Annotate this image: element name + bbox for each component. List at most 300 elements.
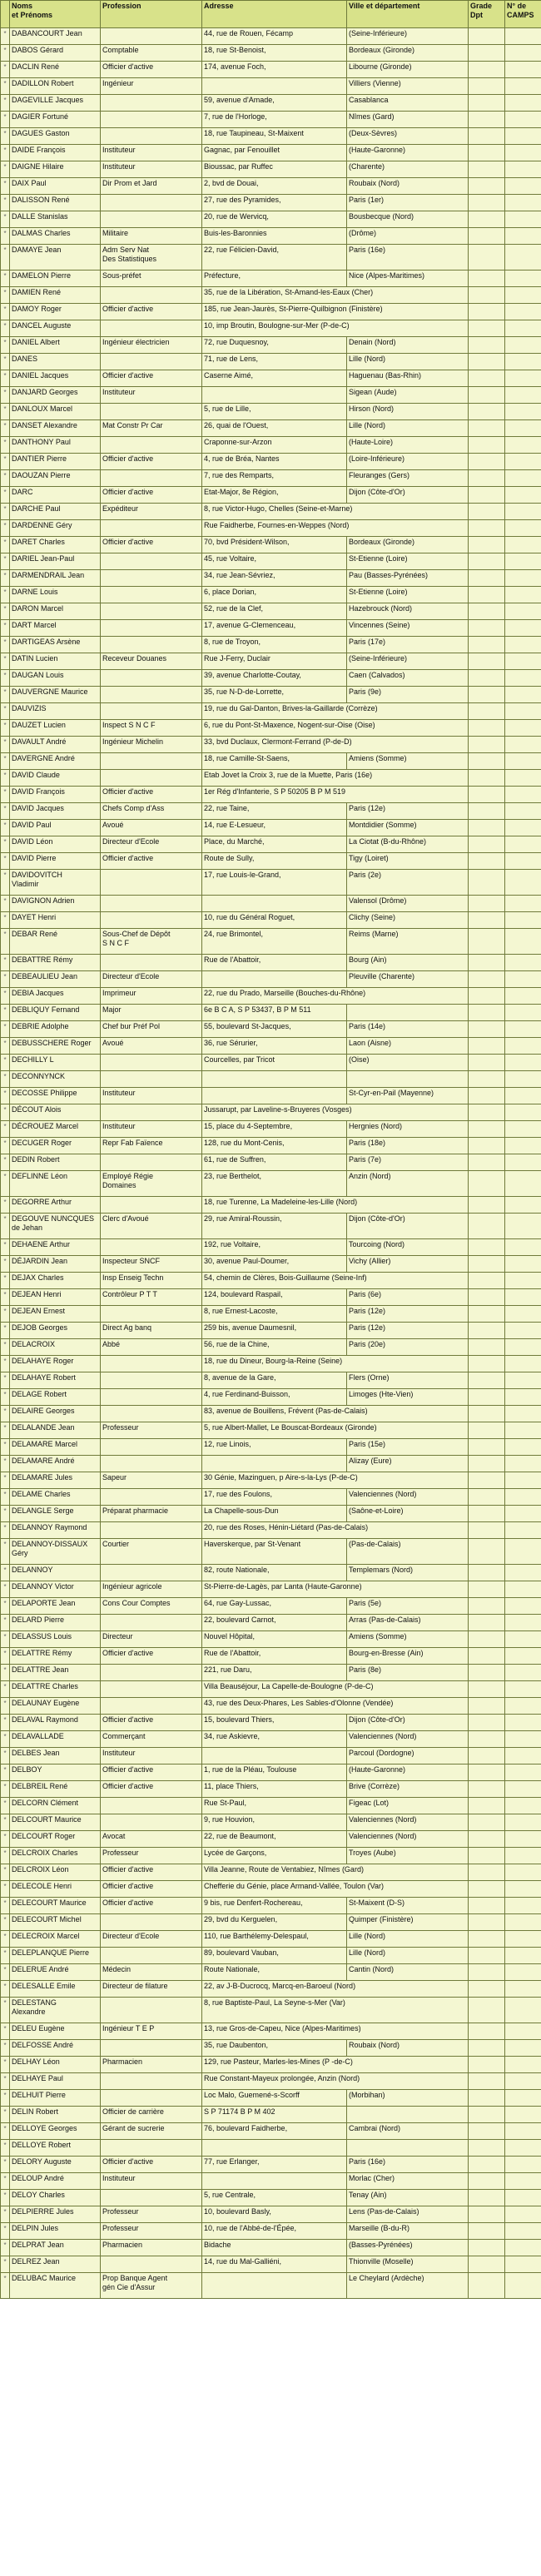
- row-mark: *: [1, 2256, 10, 2273]
- camps-cell: [505, 1121, 541, 1138]
- grade-cell: [469, 95, 505, 112]
- camps-cell: [505, 912, 541, 929]
- row-mark: *: [1, 78, 10, 95]
- camps-cell: [505, 1814, 541, 1831]
- table-row: [1, 454, 541, 470]
- address-cell: 36, rue Sérurier,: [202, 1038, 347, 1055]
- address-cell: [202, 1088, 347, 1104]
- grade-cell: [469, 803, 505, 820]
- table-row: [1, 1021, 541, 1038]
- grade-cell: [469, 1598, 505, 1615]
- address-cell: 15, boulevard Thiers,: [202, 1715, 347, 1731]
- person-name: DANSET Alexandre: [10, 420, 101, 437]
- profession-cell: [101, 753, 202, 770]
- row-mark: *: [1, 1898, 10, 1914]
- camps-cell: [505, 1439, 541, 1456]
- profession-cell: [101, 1389, 202, 1406]
- city-cell: Paris (18e): [347, 1138, 469, 1154]
- address-cell: Lycée de Garçons,: [202, 1848, 347, 1864]
- city-cell: (Loire-Inférieure): [347, 454, 469, 470]
- row-mark: *: [1, 2223, 10, 2240]
- row-mark: *: [1, 2240, 10, 2256]
- row-mark: *: [1, 1681, 10, 1698]
- address-cell: Etab Jovet la Croix 3, rue de la Muette, Paris (16e): [202, 770, 469, 787]
- camps-cell: [505, 287, 541, 304]
- profession-cell: [101, 1998, 202, 2023]
- person-name: DADILLON Robert: [10, 78, 101, 95]
- table-row: [1, 1898, 541, 1914]
- grade-cell: [469, 1914, 505, 1931]
- person-name: DEFLINNE Léon: [10, 1171, 101, 1197]
- table-row: [1, 753, 541, 770]
- city-cell: (Morbihan): [347, 2090, 469, 2107]
- city-cell: Morlac (Cher): [347, 2173, 469, 2190]
- address-cell: 259 bis, avenue Daumesnil,: [202, 1323, 347, 1339]
- person-name: DAUVIZIS: [10, 703, 101, 720]
- city-cell: [347, 1071, 469, 1088]
- city-cell: Hirson (Nord): [347, 404, 469, 420]
- camps-cell: [505, 1472, 541, 1489]
- grade-cell: [469, 287, 505, 304]
- profession-cell: [101, 95, 202, 112]
- profession-cell: Receveur Douanes: [101, 653, 202, 670]
- address-cell: 4, rue Ferdinand-Buisson,: [202, 1389, 347, 1406]
- grade-cell: [469, 637, 505, 653]
- camps-cell: [505, 603, 541, 620]
- person-name: DEGORRE Arthur: [10, 1197, 101, 1214]
- grade-cell: [469, 1439, 505, 1456]
- table-row: [1, 1472, 541, 1489]
- address-cell: 82, route Nationale,: [202, 1565, 347, 1581]
- table-row: [1, 370, 541, 387]
- city-cell: Paris (12e): [347, 803, 469, 820]
- person-name: DAGIER Fortuné: [10, 112, 101, 128]
- grade-cell: [469, 687, 505, 703]
- camps-cell: [505, 1715, 541, 1731]
- table-row: [1, 2223, 541, 2240]
- table-row: [1, 2023, 541, 2040]
- profession-cell: Ingénieur Michelin: [101, 737, 202, 753]
- row-mark: *: [1, 1005, 10, 1021]
- city-cell: Figeac (Lot): [347, 1798, 469, 1814]
- profession-cell: Directeur d'Ecole: [101, 971, 202, 988]
- header-profession: Profession: [101, 1, 202, 28]
- person-name: DANTHONY Paul: [10, 437, 101, 454]
- profession-cell: Adm Serv Nat Des Statistiques: [101, 245, 202, 271]
- row-mark: *: [1, 1239, 10, 1256]
- profession-cell: Militaire: [101, 228, 202, 245]
- row-mark: *: [1, 504, 10, 520]
- person-name: DALLE Stanislas: [10, 211, 101, 228]
- camps-cell: [505, 587, 541, 603]
- grade-cell: [469, 770, 505, 787]
- grade-cell: [469, 420, 505, 437]
- table-row: [1, 62, 541, 78]
- address-cell: 26, quai de l'Ouest,: [202, 420, 347, 437]
- city-cell: Paris (9e): [347, 687, 469, 703]
- profession-cell: Avocat: [101, 1831, 202, 1848]
- profession-cell: Officier d'active: [101, 787, 202, 803]
- camps-cell: [505, 1356, 541, 1372]
- grade-cell: [469, 354, 505, 370]
- profession-cell: Instituteur: [101, 387, 202, 404]
- person-name: DELAMARE Jules: [10, 1472, 101, 1489]
- camps-cell: [505, 1489, 541, 1506]
- camps-cell: [505, 803, 541, 820]
- row-mark: *: [1, 1665, 10, 1681]
- camps-cell: [505, 1898, 541, 1914]
- address-cell: 34, rue Jean-Sévriez,: [202, 570, 347, 587]
- grade-cell: [469, 320, 505, 337]
- row-mark: *: [1, 1489, 10, 1506]
- camps-cell: [505, 1289, 541, 1306]
- row-mark: *: [1, 1273, 10, 1289]
- city-cell: Anzin (Nord): [347, 1171, 469, 1197]
- table-row: [1, 228, 541, 245]
- profession-cell: [101, 2140, 202, 2157]
- address-cell: Rue de l'Abattoir,: [202, 955, 347, 971]
- person-name: DELOY Charles: [10, 2190, 101, 2206]
- city-cell: Paris (16e): [347, 2157, 469, 2173]
- table-row: [1, 670, 541, 687]
- row-mark: *: [1, 62, 10, 78]
- person-name: DELEU Eugène: [10, 2023, 101, 2040]
- profession-cell: Chef bur Préf Pol: [101, 1021, 202, 1038]
- camps-cell: [505, 1581, 541, 1598]
- table-row: [1, 988, 541, 1005]
- profession-cell: [101, 1615, 202, 1631]
- row-mark: *: [1, 620, 10, 637]
- row-mark: *: [1, 1256, 10, 1273]
- person-name: DAVID Pierre: [10, 853, 101, 870]
- person-name: DARNE Louis: [10, 587, 101, 603]
- header-city: Ville et département: [347, 1, 469, 28]
- row-mark: *: [1, 1598, 10, 1615]
- table-row: [1, 2240, 541, 2256]
- row-mark: *: [1, 161, 10, 178]
- row-mark: *: [1, 2040, 10, 2057]
- address-cell: Haverskerque, par St-Venant: [202, 1539, 347, 1565]
- grade-cell: [469, 929, 505, 955]
- table-row: [1, 1306, 541, 1323]
- row-mark: *: [1, 1831, 10, 1848]
- camps-cell: [505, 2173, 541, 2190]
- person-name: DAVERGNE André: [10, 753, 101, 770]
- person-name: DELHUIT Pierre: [10, 2090, 101, 2107]
- address-cell: 14, rue E-Lesueur,: [202, 820, 347, 836]
- profession-cell: Chefs Comp d'Ass: [101, 803, 202, 820]
- grade-cell: [469, 2090, 505, 2107]
- camps-cell: [505, 1055, 541, 1071]
- profession-cell: Ingénieur électricien: [101, 337, 202, 354]
- person-name: DAIGNE Hilaire: [10, 161, 101, 178]
- person-name: DEDIN Robert: [10, 1154, 101, 1171]
- camps-cell: [505, 1406, 541, 1422]
- grade-cell: [469, 1522, 505, 1539]
- row-mark: *: [1, 1914, 10, 1931]
- city-cell: Le Cheylard (Ardèche): [347, 2273, 469, 2299]
- grade-cell: [469, 1289, 505, 1306]
- person-name: DAUGAN Louis: [10, 670, 101, 687]
- address-cell: 44, rue de Rouen, Fécamp: [202, 28, 347, 45]
- table-row: [1, 971, 541, 988]
- table-row: [1, 787, 541, 803]
- row-mark: *: [1, 1998, 10, 2023]
- table-row: [1, 653, 541, 670]
- profession-cell: [101, 195, 202, 211]
- profession-cell: Prop Banque Agent gén Cie d'Assur: [101, 2273, 202, 2299]
- address-cell: 2, bvd de Douai,: [202, 178, 347, 195]
- city-cell: (Oise): [347, 1055, 469, 1071]
- person-name: DEJAX Charles: [10, 1273, 101, 1289]
- camps-cell: [505, 653, 541, 670]
- person-name: DARTIGEAS Arsène: [10, 637, 101, 653]
- profession-cell: [101, 1239, 202, 1256]
- table-row: [1, 404, 541, 420]
- address-cell: [202, 896, 347, 912]
- profession-cell: Mat Constr Pr Car: [101, 420, 202, 437]
- person-name: DELATTRE Rémy: [10, 1648, 101, 1665]
- address-cell: 35, rue de la Libération, St-Amand-les-Eaux (Cher): [202, 287, 469, 304]
- city-cell: Troyes (Aube): [347, 1848, 469, 1864]
- profession-cell: [101, 1372, 202, 1389]
- address-cell: Rue de l'Abattoir,: [202, 1648, 347, 1665]
- header-name: Noms et Prénoms: [10, 1, 101, 28]
- row-mark: *: [1, 404, 10, 420]
- row-mark: *: [1, 1748, 10, 1764]
- address-cell: Préfecture,: [202, 271, 347, 287]
- grade-cell: [469, 161, 505, 178]
- row-mark: *: [1, 1406, 10, 1422]
- address-cell: Villa Beauséjour, La Capelle-de-Boulogne (P-de-C): [202, 1681, 469, 1698]
- camps-cell: [505, 2040, 541, 2057]
- row-mark: *: [1, 228, 10, 245]
- row-mark: *: [1, 454, 10, 470]
- address-cell: 6e B C A, S P 53437, B P M 511: [202, 1005, 347, 1021]
- camps-cell: [505, 853, 541, 870]
- grade-cell: [469, 1848, 505, 1864]
- table-row: [1, 271, 541, 287]
- grade-cell: [469, 1239, 505, 1256]
- camps-cell: [505, 1088, 541, 1104]
- person-name: DELREZ Jean: [10, 2256, 101, 2273]
- profession-cell: Courtier: [101, 1539, 202, 1565]
- grade-cell: [469, 753, 505, 770]
- person-name: DABANCOURT Jean: [10, 28, 101, 45]
- table-row: [1, 2123, 541, 2140]
- camps-cell: [505, 955, 541, 971]
- profession-cell: Directeur d'Ecole: [101, 836, 202, 853]
- person-name: DELATTRE Jean: [10, 1665, 101, 1681]
- person-name: DELARD Pierre: [10, 1615, 101, 1631]
- city-cell: Paris (17e): [347, 637, 469, 653]
- address-cell: 10, boulevard Basly,: [202, 2206, 347, 2223]
- row-mark: *: [1, 1214, 10, 1239]
- address-cell: 22, boulevard Carnot,: [202, 1615, 347, 1631]
- profession-cell: [101, 637, 202, 653]
- grade-cell: [469, 587, 505, 603]
- profession-cell: Officier d'active: [101, 1715, 202, 1731]
- city-cell: Paris (8e): [347, 1665, 469, 1681]
- camps-cell: [505, 1389, 541, 1406]
- profession-cell: Professeur: [101, 1848, 202, 1864]
- city-cell: Cambrai (Nord): [347, 2123, 469, 2140]
- address-cell: Villa Jeanne, Route de Ventabiez, Nîmes (Gard): [202, 1864, 469, 1881]
- row-mark: *: [1, 437, 10, 454]
- grade-cell: [469, 787, 505, 803]
- profession-cell: [101, 1681, 202, 1698]
- table-row: [1, 912, 541, 929]
- person-name: DAYET Henri: [10, 912, 101, 929]
- person-name: DAVIGNON Adrien: [10, 896, 101, 912]
- city-cell: Vincennes (Seine): [347, 620, 469, 637]
- profession-cell: Pharmacien: [101, 2057, 202, 2073]
- table-row: [1, 437, 541, 454]
- person-name: DELESTANG Alexandre: [10, 1998, 101, 2023]
- table-row: [1, 161, 541, 178]
- table-row: [1, 1798, 541, 1814]
- city-cell: Tourcoing (Nord): [347, 1239, 469, 1256]
- grade-cell: [469, 1138, 505, 1154]
- table-row: [1, 1506, 541, 1522]
- table-row: [1, 1648, 541, 1665]
- person-name: DANIEL Albert: [10, 337, 101, 354]
- grade-cell: [469, 1565, 505, 1581]
- camps-cell: [505, 2157, 541, 2173]
- camps-cell: [505, 820, 541, 836]
- camps-cell: [505, 370, 541, 387]
- profession-cell: Instituteur: [101, 145, 202, 161]
- person-name: DELAMARE André: [10, 1456, 101, 1472]
- address-cell: 43, rue des Deux-Phares, Les Sables-d'Olonne (Vendée): [202, 1698, 469, 1715]
- city-cell: (Saône-et-Loire): [347, 1506, 469, 1522]
- camps-cell: [505, 145, 541, 161]
- city-cell: Paris (1er): [347, 195, 469, 211]
- city-cell: Bourg (Ain): [347, 955, 469, 971]
- table-row: [1, 287, 541, 304]
- city-cell: St-Maixent (D-S): [347, 1898, 469, 1914]
- address-cell: Courcelles, par Tricot: [202, 1055, 347, 1071]
- address-cell: 10, rue du Général Roguet,: [202, 912, 347, 929]
- table-row: [1, 45, 541, 62]
- profession-cell: Commerçant: [101, 1731, 202, 1748]
- table-row: [1, 211, 541, 228]
- camps-cell: [505, 1071, 541, 1088]
- table-row: [1, 770, 541, 787]
- profession-cell: [101, 1948, 202, 1964]
- table-row: [1, 1372, 541, 1389]
- table-row: [1, 1931, 541, 1948]
- camps-cell: [505, 1648, 541, 1665]
- table-row: [1, 537, 541, 553]
- address-cell: 22, av J-B-Ducrocq, Marcq-en-Baroeul (Nord): [202, 1981, 469, 1998]
- camps-cell: [505, 1964, 541, 1981]
- row-mark: *: [1, 1422, 10, 1439]
- address-cell: Gagnac, par Fenouillet: [202, 145, 347, 161]
- profession-cell: Professeur: [101, 2206, 202, 2223]
- grade-cell: [469, 955, 505, 971]
- table-row: [1, 720, 541, 737]
- grade-cell: [469, 387, 505, 404]
- city-cell: Lens (Pas-de-Calais): [347, 2206, 469, 2223]
- profession-cell: Officier d'active: [101, 62, 202, 78]
- grade-cell: [469, 2140, 505, 2157]
- camps-cell: [505, 45, 541, 62]
- profession-cell: Officier d'active: [101, 2157, 202, 2173]
- camps-cell: [505, 178, 541, 195]
- profession-cell: Inspecteur SNCF: [101, 1256, 202, 1273]
- camps-cell: [505, 836, 541, 853]
- camps-cell: [505, 520, 541, 537]
- grade-cell: [469, 1088, 505, 1104]
- camps-cell: [505, 304, 541, 320]
- row-mark: *: [1, 603, 10, 620]
- person-name: DELAVAL Raymond: [10, 1715, 101, 1731]
- profession-cell: [101, 404, 202, 420]
- profession-cell: [101, 1456, 202, 1472]
- row-mark: *: [1, 1472, 10, 1489]
- row-mark: *: [1, 787, 10, 803]
- grade-cell: [469, 370, 505, 387]
- profession-cell: [101, 320, 202, 337]
- address-cell: 17, rue des Foulons,: [202, 1489, 347, 1506]
- city-cell: Bordeaux (Gironde): [347, 537, 469, 553]
- grade-cell: [469, 1214, 505, 1239]
- row-mark: *: [1, 370, 10, 387]
- person-name: DECUGER Roger: [10, 1138, 101, 1154]
- profession-cell: Préparat pharmacie: [101, 1506, 202, 1522]
- person-name: DÉCROUEZ Marcel: [10, 1121, 101, 1138]
- register-body: [1, 28, 541, 2299]
- table-row: [1, 2273, 541, 2299]
- city-cell: Pleuville (Charente): [347, 971, 469, 988]
- person-name: DELCOURT Maurice: [10, 1814, 101, 1831]
- grade-cell: [469, 720, 505, 737]
- camps-cell: [505, 2107, 541, 2123]
- camps-cell: [505, 1748, 541, 1764]
- address-cell: 30, avenue Paul-Doumer,: [202, 1256, 347, 1273]
- grade-cell: [469, 1814, 505, 1831]
- person-name: DANLOUX Marcel: [10, 404, 101, 420]
- row-mark: *: [1, 1289, 10, 1306]
- person-name: DAUVERGNE Maurice: [10, 687, 101, 703]
- address-cell: 64, rue Gay-Lussac,: [202, 1598, 347, 1615]
- row-mark: *: [1, 670, 10, 687]
- address-cell: Rue Constant-Mayeux prolongée, Anzin (Nord): [202, 2073, 469, 2090]
- profession-cell: [101, 670, 202, 687]
- row-mark: *: [1, 1881, 10, 1898]
- row-mark: *: [1, 1615, 10, 1631]
- address-cell: 18, rue du Dineur, Bourg-la-Reine (Seine): [202, 1356, 469, 1372]
- address-cell: Chefferie du Génie, place Armand-Vallée, Toulon (Var): [202, 1881, 469, 1898]
- row-mark: *: [1, 537, 10, 553]
- table-row: [1, 1289, 541, 1306]
- camps-cell: [505, 1948, 541, 1964]
- table-row: [1, 1273, 541, 1289]
- address-cell: S P 71174 B P M 402: [202, 2107, 347, 2123]
- row-mark: *: [1, 287, 10, 304]
- camps-cell: [505, 228, 541, 245]
- profession-cell: Inspect S N C F: [101, 720, 202, 737]
- table-row: [1, 1323, 541, 1339]
- person-name: DACLIN René: [10, 62, 101, 78]
- camps-cell: [505, 1323, 541, 1339]
- city-cell: Clichy (Seine): [347, 912, 469, 929]
- grade-cell: [469, 1715, 505, 1731]
- grade-cell: [469, 1372, 505, 1389]
- profession-cell: [101, 587, 202, 603]
- person-name: DARMENDRAIL Jean: [10, 570, 101, 587]
